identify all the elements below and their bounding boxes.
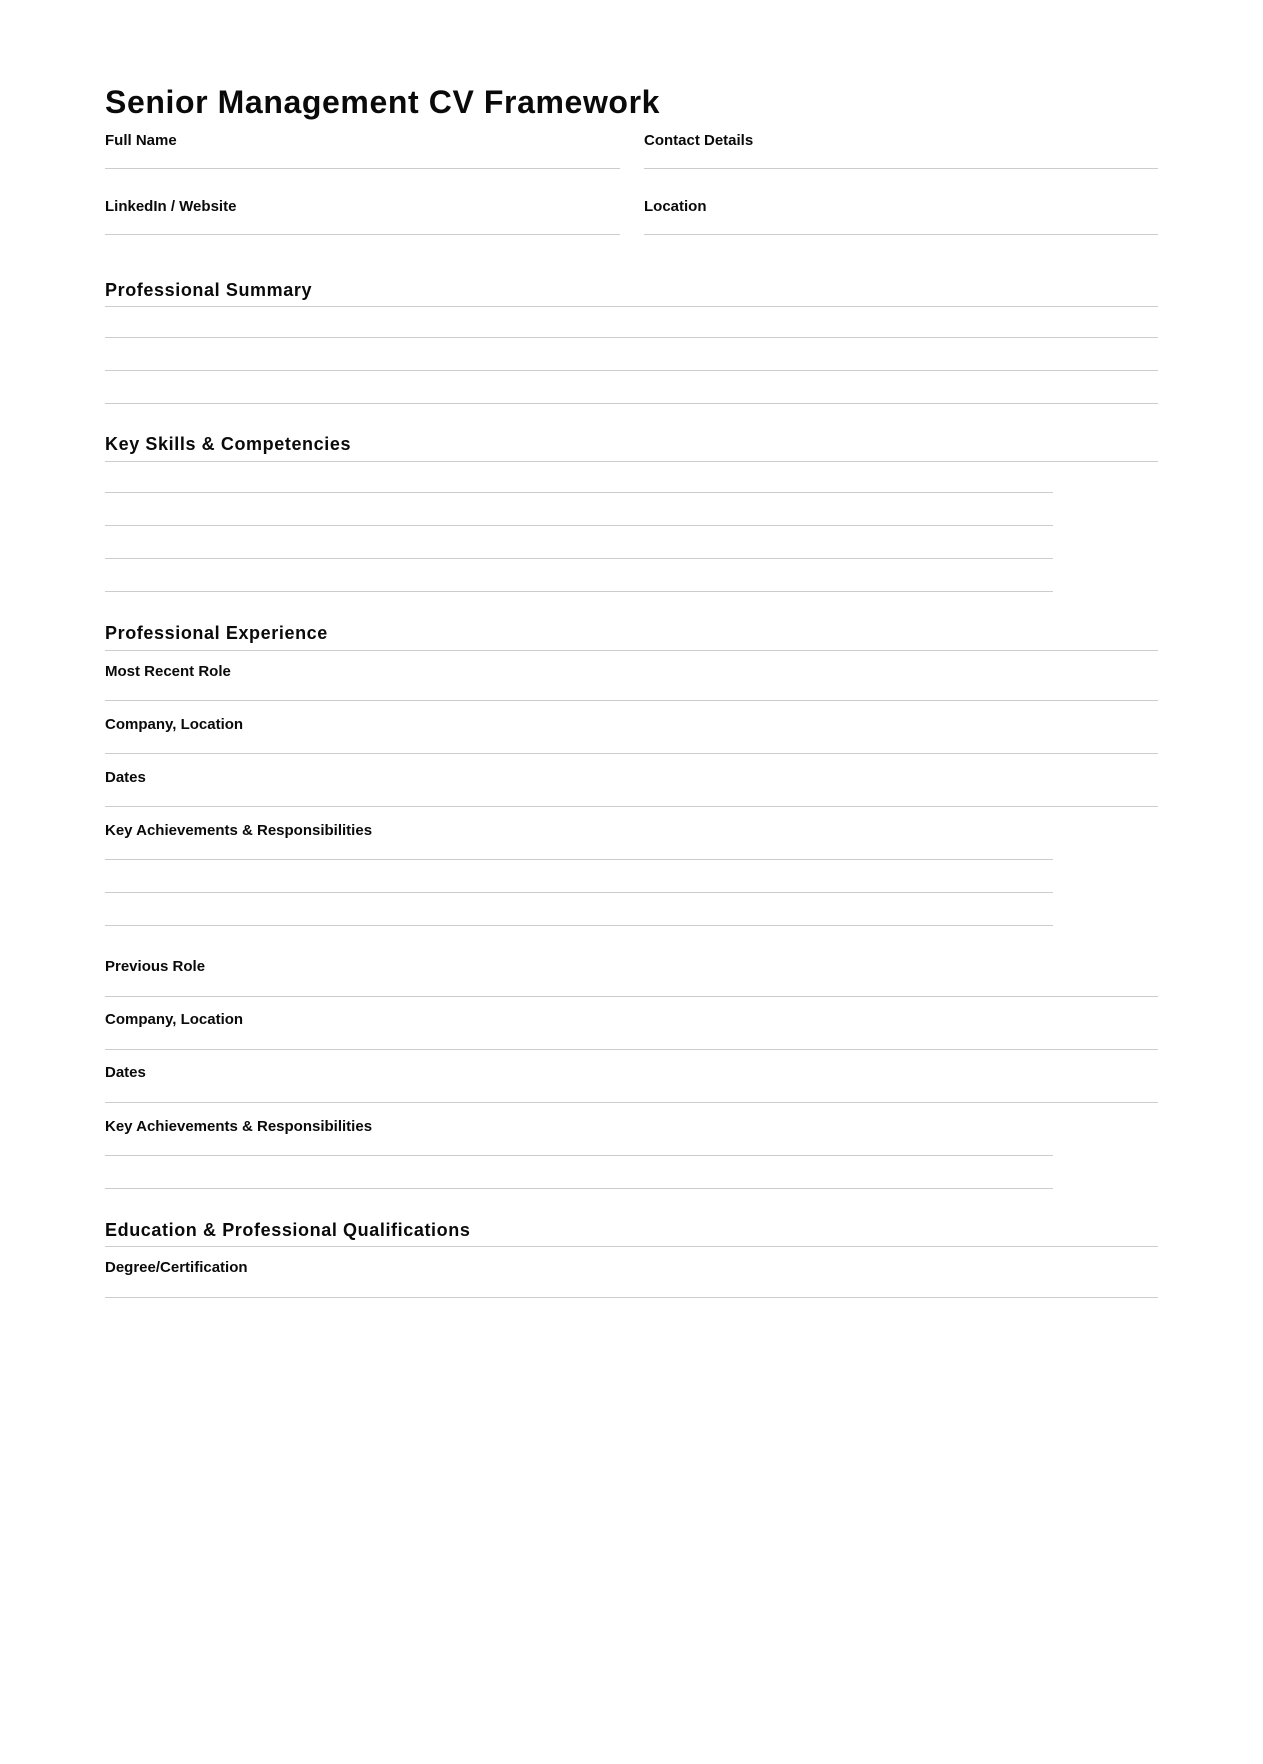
skills-line-3-field[interactable] — [105, 526, 1053, 558]
degree-certification-label: Degree/Certification — [105, 1259, 248, 1276]
role-1-achievement-line-1-field[interactable] — [105, 840, 1053, 859]
location-field[interactable] — [644, 216, 1158, 234]
contact-details-rule — [644, 168, 1158, 169]
role-1-achievements-label: Key Achievements & Responsibilities — [105, 822, 373, 839]
role-2-company-location-rule — [105, 1049, 1158, 1050]
degree-certification-rule — [105, 1297, 1158, 1298]
role-2-achievement-line-2-field[interactable] — [105, 1156, 1053, 1188]
summary-line-3 — [105, 403, 1158, 404]
most-recent-role-label: Most Recent Role — [105, 663, 231, 680]
previous-role-field[interactable] — [105, 976, 1158, 996]
role-2-achievement-line-2 — [105, 1188, 1053, 1189]
most-recent-role-rule — [105, 700, 1158, 701]
key-skills-heading: Key Skills & Competencies — [105, 434, 352, 454]
summary-line-1-field[interactable] — [105, 307, 1158, 337]
professional-summary-heading: Professional Summary — [105, 280, 313, 300]
role-1-achievement-line-3-field[interactable] — [105, 893, 1053, 925]
previous-role-rule — [105, 996, 1158, 997]
full-name-rule — [105, 168, 620, 169]
linkedin-website-label: LinkedIn / Website — [105, 198, 237, 215]
role-1-dates-label: Dates — [105, 769, 146, 786]
role-1-achievement-line-2-field[interactable] — [105, 860, 1053, 892]
most-recent-role-field[interactable] — [105, 681, 1158, 700]
previous-role-label: Previous Role — [105, 958, 206, 975]
role-1-dates-field[interactable] — [105, 787, 1158, 806]
role-2-dates-label: Dates — [105, 1064, 146, 1081]
contact-details-label: Contact Details — [644, 132, 754, 149]
role-1-company-location-label: Company, Location — [105, 716, 244, 733]
role-2-achievement-line-1-field[interactable] — [105, 1136, 1053, 1155]
role-2-achievements-label: Key Achievements & Responsibilities — [105, 1118, 373, 1135]
full-name-label: Full Name — [105, 132, 177, 149]
full-name-field[interactable] — [105, 150, 620, 168]
location-rule — [644, 234, 1158, 235]
linkedin-website-field[interactable] — [105, 216, 620, 234]
summary-line-3-field[interactable] — [105, 371, 1158, 403]
education-heading: Education & Professional Qualifications — [105, 1220, 471, 1240]
page-title: Senior Management CV Framework — [105, 84, 661, 120]
contact-details-field[interactable] — [644, 150, 1158, 168]
role-1-company-location-rule — [105, 753, 1158, 754]
role-1-company-location-field[interactable] — [105, 734, 1158, 753]
skills-line-4 — [105, 591, 1053, 592]
role-1-achievement-line-3 — [105, 925, 1053, 926]
location-label: Location — [644, 198, 707, 215]
summary-line-2-field[interactable] — [105, 338, 1158, 370]
role-2-dates-field[interactable] — [105, 1082, 1158, 1102]
degree-certification-field[interactable] — [105, 1277, 1158, 1297]
skills-line-2-field[interactable] — [105, 493, 1053, 525]
linkedin-website-rule — [105, 234, 620, 235]
skills-line-4-field[interactable] — [105, 559, 1053, 591]
role-2-company-location-label: Company, Location — [105, 1011, 244, 1028]
education-underline — [105, 1246, 1158, 1247]
skills-line-1-field[interactable] — [105, 462, 1053, 492]
role-2-dates-rule — [105, 1102, 1158, 1103]
role-1-dates-rule — [105, 806, 1158, 807]
professional-experience-heading: Professional Experience — [105, 623, 328, 643]
role-2-company-location-field[interactable] — [105, 1029, 1158, 1049]
professional-experience-underline — [105, 650, 1158, 651]
